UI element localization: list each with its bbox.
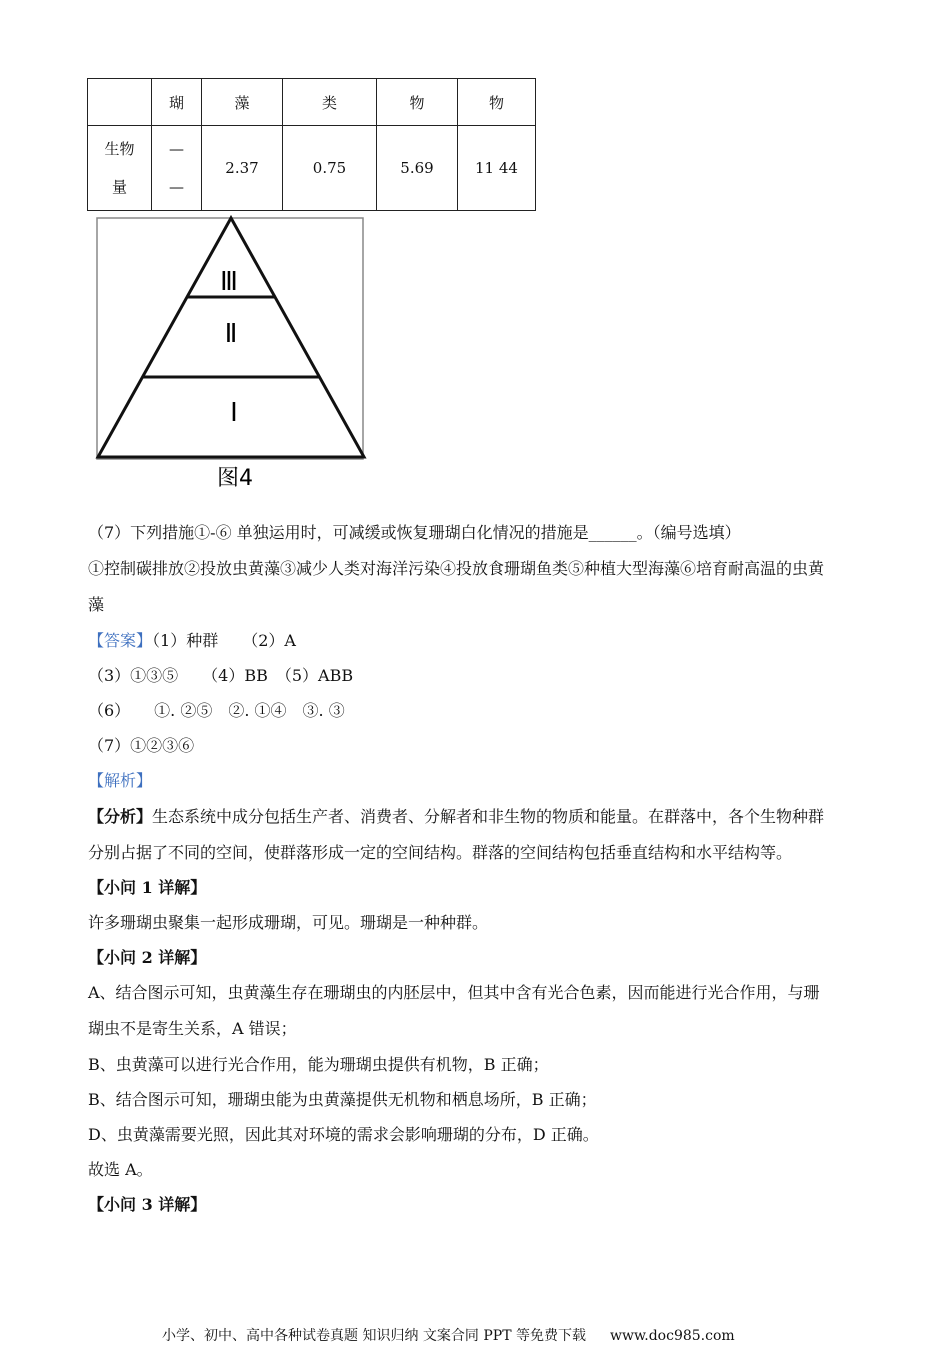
table-header-row	[88, 79, 536, 126]
analysis-fenxi-text: 生态系统中成分包括生产者、消费者、分解者和非生物的物质和能量。在群落中，各个生物种群	[152, 807, 825, 826]
sub-question-3-heading: 【小问 3 详解】	[88, 1195, 207, 1214]
sub-question-2-option-a: A、结合图示可知，虫黄藻生存在珊瑚虫的内胚层中，但其中含有光合色素，因而能进行光合作用，与珊	[88, 983, 820, 1002]
analysis-fenxi-label: 【分析】	[88, 807, 153, 826]
energy-pyramid-figure	[92, 214, 372, 494]
row-label-cell	[88, 126, 152, 211]
answer-line-2: （3）①③⑤ （4）BB （5）ABB	[88, 666, 354, 685]
value-cell: 0.75	[283, 126, 377, 211]
answer-line-3: （6） ①. ②⑤ ②. ①④ ③. ③	[88, 701, 345, 720]
level-label-ii: Ⅱ	[224, 319, 238, 348]
sub-question-2-conclusion: 故选 A。	[88, 1160, 153, 1179]
sub-question-2-option-d: D、虫黄藻需要光照，因此其对环境的需求会影响珊瑚的分布，D 正确。	[88, 1125, 599, 1144]
table-data-row	[88, 126, 536, 211]
answer-line-4: （7）①②③⑥	[88, 736, 195, 755]
page-footer	[162, 1325, 735, 1345]
level-label-i: Ⅰ	[230, 398, 238, 427]
header-cell: 瑚	[152, 79, 202, 126]
sub-question-2-option-a-cont: 瑚虫不是寄生关系，A 错误；	[88, 1019, 297, 1038]
answer-label: 【答案】	[88, 631, 153, 650]
biomass-table	[87, 78, 536, 211]
sub-question-1-heading: 【小问 1 详解】	[88, 878, 207, 897]
value-cell: 2.37	[202, 126, 283, 211]
header-cell: 物	[377, 79, 458, 126]
footer-url[interactable]: www.doc985.com	[609, 1328, 735, 1344]
header-cell	[88, 79, 152, 126]
level-label-iii: Ⅲ	[220, 267, 238, 296]
sub-question-2-option-b: B、虫黄藻可以进行光合作用，能为珊瑚虫提供有机物，B 正确；	[88, 1055, 549, 1074]
question-7-stem: （7）下列措施①-⑥ 单独运用时，可减缓或恢复珊瑚白化情况的措施是______。（编号选填）	[88, 523, 741, 542]
row-label: 量	[111, 178, 127, 196]
answer-line-1	[88, 631, 296, 651]
question-7-options-cont: 藻	[88, 595, 105, 614]
header-cell: 类	[283, 79, 377, 126]
analysis-paragraph	[88, 807, 824, 827]
value-cell: 5.69	[377, 126, 458, 211]
analysis-label: 【解析】	[88, 771, 153, 790]
sub-question-2-option-b2: B、结合图示可知，珊瑚虫能为虫黄藻提供无机物和栖息场所，B 正确；	[88, 1090, 597, 1109]
footer-text: 小学、初中、高中各种试卷真题 知识归纳 文案合同 PPT 等免费下载	[162, 1328, 586, 1344]
dash: —	[169, 140, 184, 158]
question-7-options: ①控制碳排放②投放虫黄藻③减少人类对海洋污染④投放食珊瑚鱼类⑤种植大型海藻⑥培育耐高温的虫黄	[88, 559, 825, 578]
header-cell: 藻	[202, 79, 283, 126]
dash: —	[169, 178, 184, 196]
analysis-paragraph-cont: 分别占据了不同的空间，使群落形成一定的空间结构。群落的空间结构包括垂直结构和水平结构等。	[88, 843, 793, 862]
header-cell: 物	[458, 79, 536, 126]
figure-caption: 图4	[217, 466, 253, 491]
sub-question-2-heading: 【小问 2 详解】	[88, 948, 207, 967]
dash-cell	[152, 126, 202, 211]
answer-text: （1）种群 （2）A	[152, 631, 296, 650]
value-cell: 11 44	[458, 126, 536, 211]
row-label: 生物	[104, 140, 135, 158]
sub-question-1-text: 许多珊瑚虫聚集一起形成珊瑚，可见。珊瑚是一种种群。	[88, 913, 489, 932]
